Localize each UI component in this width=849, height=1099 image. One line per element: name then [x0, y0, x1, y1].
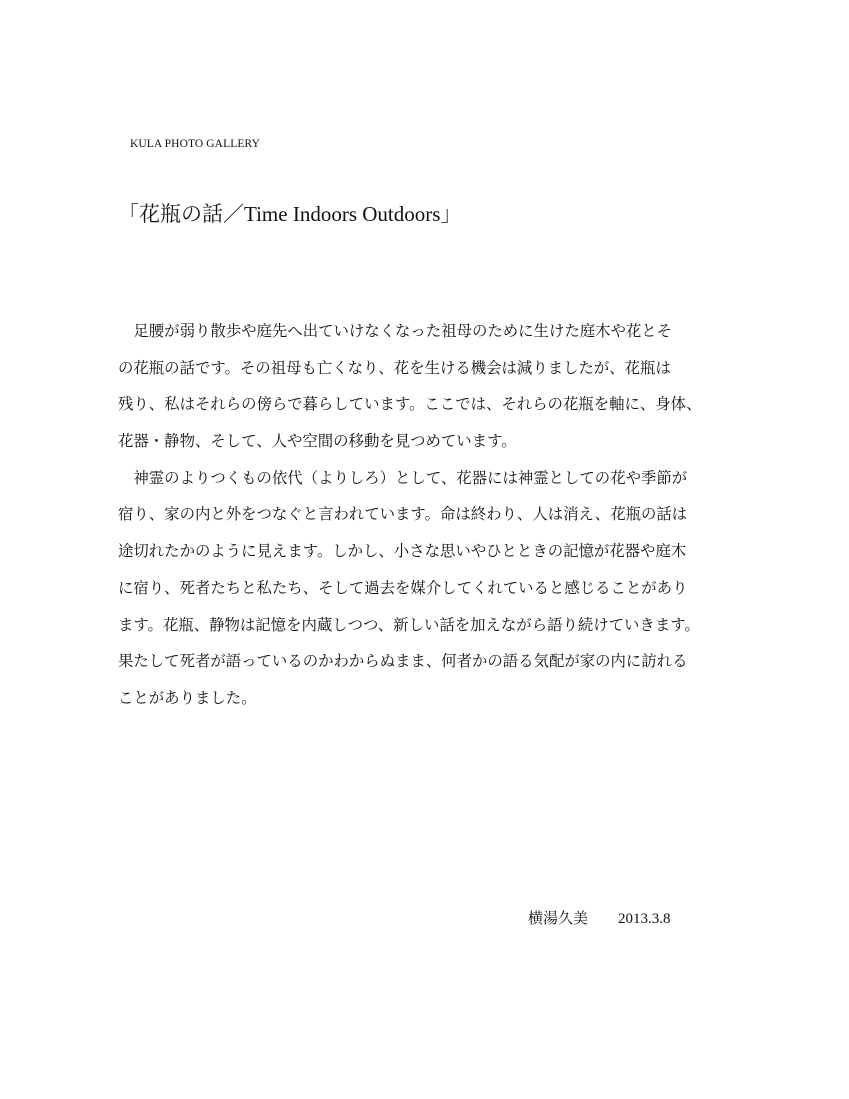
- signature: [528, 907, 671, 928]
- body-line: 途切れたかのように見えます。しかし、小さな思いやひとときの記憶が花器や庭木: [118, 542, 687, 561]
- title-english: Time Indoors Outdoors: [244, 202, 441, 226]
- body-line: の花瓶の話です。その祖母も亡くなり、花を生ける機会は減りましたが、花瓶は: [118, 358, 671, 377]
- body-line: ます。花瓶、静物は記憶を内蔵しつつ、新しい話を加えながら語り続けていきます。: [118, 615, 700, 634]
- body-line: 宿り、家の内と外をつなぐと言われています。命は終わり、人は消え、花瓶の話は: [118, 505, 688, 524]
- signature-date: 2013.3.8: [618, 911, 671, 927]
- body-line: 足腰が弱り散歩や庭先へ出ていけなくなった祖母のために生けた庭木や花とそ: [118, 322, 673, 340]
- title-open-bracket: 「: [118, 202, 139, 226]
- body-line: ことがありました。: [118, 688, 257, 707]
- body-line: に宿り、死者たちと私たち、そして過去を媒介してくれていると感じることがあり: [118, 578, 688, 597]
- body-text: [118, 313, 738, 717]
- document-title: [118, 198, 461, 228]
- body-line: 果たして死者が語っているのかわからぬまま、何者かの語る気配が家の内に訪れる: [118, 652, 688, 671]
- body-line: 神霊のよりつくもの依代（よりしろ）として、花器には神霊としての花や季節が: [118, 468, 688, 487]
- author-name: 横湯久美: [528, 909, 589, 927]
- body-line: 花器・静物、そして、人や空間の移動を見つめています。: [118, 432, 517, 451]
- title-japanese: 花瓶の話／: [139, 202, 244, 226]
- body-line: 残り、私はそれらの傍らで暮らしています。ここでは、それらの花瓶を軸に、身体、: [118, 395, 702, 414]
- title-close-bracket: 」: [440, 202, 462, 226]
- gallery-label: KULA PHOTO GALLERY: [130, 138, 261, 150]
